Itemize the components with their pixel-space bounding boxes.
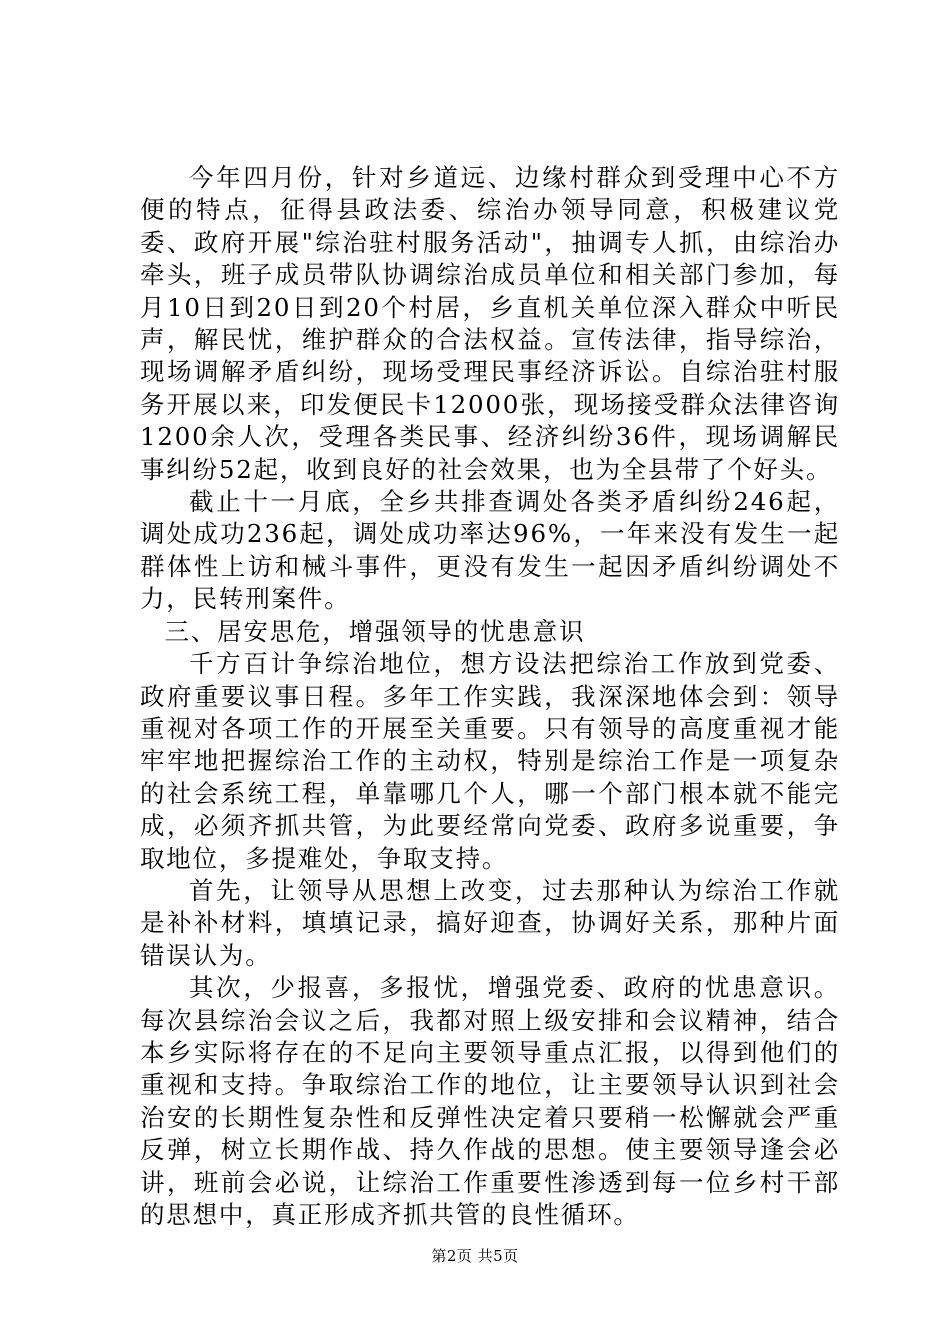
paragraph-service-activity: 今年四月份，针对乡道远、边缘村群众到受理中心不方便的特点，征得县政法委、综治办领导同意，积极建议党委、政府开展"综治驻村服务活动"，抽调专人抓，由综治办牵头，班子成员带队协调综治成员单位和相关部门参加，每月10日到20日到20个村居，乡直机关单位深入群众中听民声，解民忧，维护群众的合法权益。宣传法律，指导综治，现场调解矛盾纠纷，现场受理民事经济诉讼。自综治驻村服务开展以来，印发便民卡12000张，现场接受群众法律咨询1200余人次，受理各类民事、经济纠纷36件，现场调解民事纠纷52起，收到良好的社会效果，也为全县带了个好头。 <box>140 163 840 484</box>
paragraph-leadership-priority: 千方百计争综治地位，想方设法把综治工作放到党委、政府重要议事日程。多年工作实践，我深深地体会到：领导重视对各项工作的开展至关重要。只有领导的高度重视才能牢牢地把握综治工作的主动权，特别是综治工作是一项复杂的社会系统工程，单靠哪几个人，哪一个部门根本就不能完成，必须齐抓共管，为此要经常向党委、政府多说重要，争取地位，多提难处，争取支持。 <box>140 649 840 873</box>
page-number-footer: 第2页 共5页 <box>431 1247 519 1265</box>
paragraph-second-point: 其次，少报喜，多报忧，增强党委、政府的忧患意识。每次县综治会议之后，我都对照上级安排和会议精神，结合本乡实际将存在的不足向主要领导重点汇报，以得到他们的重视和支持。争取综治工作的地位，让主要领导认识到社会治安的长期性复杂性和反弹性决定着只要稍一松懈就会严重反弹，树立长期作战、持久作战的思想。使主要领导逢会必讲，班前会必说，让综治工作重要性渗透到每一位乡村干部的思想中，真正形成齐抓共管的良性循环。 <box>140 973 840 1229</box>
paragraph-first-point: 首先，让领导从思想上改变，过去那种认为综治工作就是补补材料，填填记录，搞好迎查，协调好关系，那种片面错误认为。 <box>140 875 840 970</box>
paragraph-dispute-statistics: 截止十一月底，全乡共排查调处各类矛盾纠纷246起，调处成功236起，调处成功率达96%，一年来没有发生一起群体性上访和械斗事件，更没有发生一起因矛盾纠纷调处不力，民转刑案件。 <box>140 487 840 614</box>
document-body <box>140 162 840 1231</box>
section-heading: 三、居安思危，增强领导的忧患意识 <box>164 616 586 646</box>
